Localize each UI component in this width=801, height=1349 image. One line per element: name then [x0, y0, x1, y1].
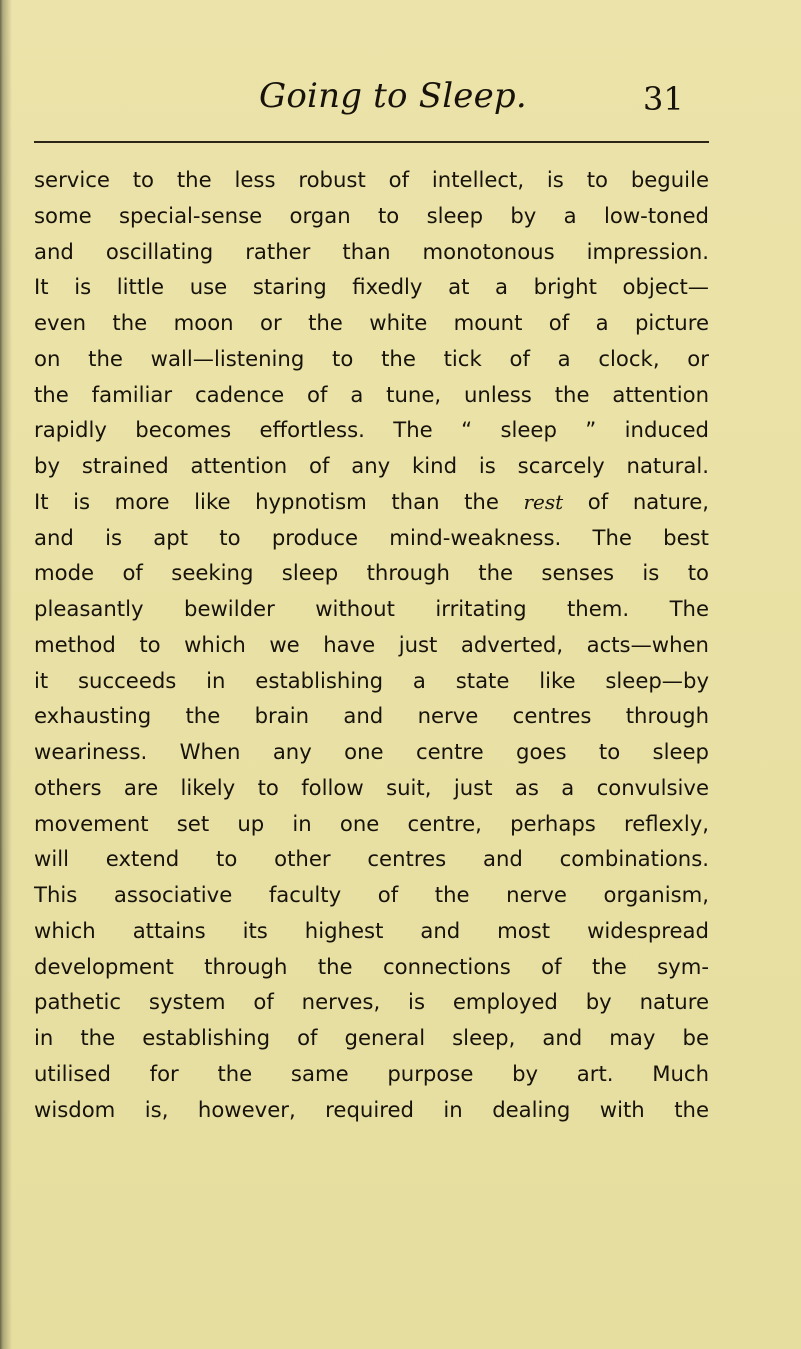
body-line: movement set up in one centre, perhaps reflexly,	[34, 810, 709, 836]
body-line: which attains its highest and most widespread	[34, 917, 709, 943]
body-line: exhausting the brain and nerve centres through	[34, 703, 709, 729]
body-line: and is apt to produce mind-weakness. The best	[34, 524, 709, 550]
body-line: It is little use staring fixedly at a bright object—	[34, 274, 709, 300]
body-line: rapidly becomes effortless. The “ sleep ” induced	[34, 417, 709, 443]
body-line: even the moon or the white mount of a picture	[34, 310, 709, 335]
body-line: it succeeds in establishing a state like sleep—by	[34, 667, 709, 693]
body-line: will extend to other centres and combinations.	[34, 846, 709, 872]
italic-word: rest	[523, 489, 564, 514]
body-line: weariness. When any one centre goes to sleep	[34, 739, 709, 764]
body-line: the familiar cadence of a tune, unless the attention	[34, 381, 709, 407]
body-line: utilised for the same purpose by art. Much	[34, 1060, 709, 1086]
body-line: service to the less robust of intellect, is to beguile	[34, 167, 709, 192]
line-text-before-italic: It is more like hypnotism than the	[34, 488, 524, 514]
body-line: in the establishing of general sleep, and may be	[34, 1025, 709, 1050]
running-title: Going to Sleep.	[259, 76, 527, 116]
body-text	[34, 162, 709, 1127]
body-line-with-italic	[34, 484, 709, 520]
page-header	[34, 62, 709, 144]
body-line: wisdom is, however, required in dealing with the	[34, 1096, 709, 1122]
body-line: by strained attention of any kind is scarcely natural.	[34, 453, 709, 478]
body-line: pleasantly bewilder without irritating them. The	[34, 596, 709, 621]
body-line: some special-sense organ to sleep by a low-toned	[34, 202, 709, 228]
header-rule	[34, 141, 709, 143]
body-line: method to which we have just adverted, acts—when	[34, 631, 709, 657]
body-line: and oscillating rather than monotonous impression.	[34, 238, 709, 264]
body-line: mode of seeking sleep through the senses is to	[34, 560, 709, 586]
body-line: others are likely to follow suit, just as a convulsive	[34, 774, 709, 800]
body-line: pathetic system of nerves, is employed by nature	[34, 989, 709, 1015]
body-line: development through the connections of the sym-	[34, 953, 709, 979]
body-line: This associative faculty of the nerve organism,	[34, 882, 709, 907]
line-text-after-italic: of nature,	[563, 488, 709, 514]
body-line: on the wall—listening to the tick of a clock, or	[34, 345, 709, 371]
page-number: 31	[643, 80, 684, 118]
